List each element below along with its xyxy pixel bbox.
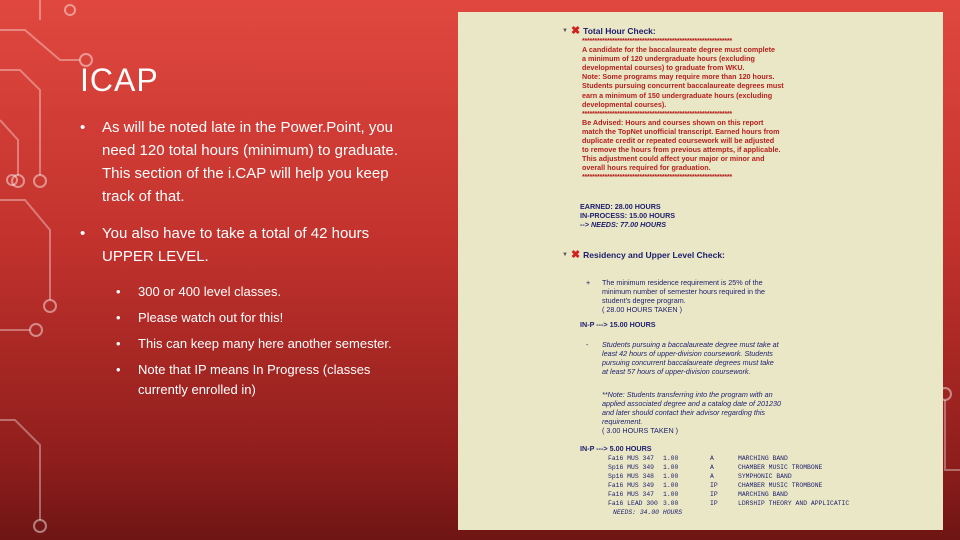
plus-marker: +: [586, 278, 591, 287]
note-line: developmental courses) to graduate from WKU.: [582, 63, 745, 73]
bullet-dot: •: [116, 284, 121, 299]
table-row: [608, 463, 863, 472]
course-title: MARCHING BAND: [738, 491, 788, 498]
course-term: Sp16 MUS 348: [608, 473, 655, 480]
course-hours: 1.00: [663, 482, 679, 489]
course-term: Fa16 LEAD 300: [608, 500, 658, 507]
total-hour-note: [582, 36, 912, 182]
bullet-dot: •: [116, 336, 121, 351]
table-row: [608, 472, 863, 481]
upper-in-progress: IN-P ---> 5.00 HOURS: [580, 444, 652, 453]
course-term: Fa16 MUS 347: [608, 491, 655, 498]
table-row: [608, 499, 863, 508]
course-grade: A: [710, 455, 714, 462]
upper-line: least 42 hours of upper-division coursework. Students: [602, 349, 773, 359]
note-line: Students pursuing concurrent baccalaureate degrees must: [582, 81, 784, 91]
bullet-dot: •: [80, 225, 86, 242]
sub-bullet-text: Note that IP means In Progress (classes currently enrolled in): [138, 362, 371, 397]
residency-check-heading: Residency and Upper Level Check:: [583, 249, 725, 260]
upper-needs-hours: NEEDS: 34.00 HOURS: [613, 509, 683, 516]
bullet-dot: •: [116, 362, 121, 377]
advise-line: to remove the hours from previous attempts, if applicable.: [582, 145, 781, 155]
triangle-down-icon[interactable]: ▼: [562, 251, 568, 258]
residence-line: student's degree program.: [602, 296, 686, 306]
transfer-line: and later should contact their advisor regarding this: [602, 408, 766, 418]
sub-bullet-text: Please watch out for this!: [138, 310, 284, 325]
residence-line: minimum number of semester hours required in the: [602, 287, 765, 297]
earned-hours: EARNED: 28.00 HOURS: [580, 202, 661, 211]
course-title: MARCHING BAND: [738, 455, 788, 462]
triangle-down-icon[interactable]: ▼: [562, 27, 568, 34]
bullet-dot: •: [116, 310, 121, 325]
minus-marker: -: [586, 340, 589, 349]
residency-check-header[interactable]: [562, 248, 725, 261]
bullet-text: As will be noted late in the Power.Point, you need 120 total hours (minimum) to graduate. This section of the i.CAP will help you keep track of that.: [102, 119, 398, 205]
advise-line: match the TopNet unofficial transcript. Earned hours from: [582, 126, 780, 136]
bullet-text: You also have to take a total of 42 hours UPPER LEVEL.: [102, 225, 370, 265]
x-mark-icon: ✖: [570, 25, 581, 37]
needs-hours: --> NEEDS: 77.00 HOURS: [580, 220, 667, 230]
sub-bullet-text: This can keep many here another semester.: [138, 336, 392, 351]
transfer-line: **Note: Students transferring into the program with an: [602, 390, 773, 399]
sub-bullet-item: [116, 308, 400, 328]
advise-line: duplicate credit or repeated coursework will be adjusted: [582, 136, 775, 146]
table-row: [608, 454, 863, 463]
stars-divider: ************************************************************: [582, 36, 732, 45]
transfer-line: requirement.: [602, 417, 643, 427]
course-hours: 1.00: [663, 491, 679, 498]
table-row: [608, 490, 863, 499]
bullet-dot: •: [80, 119, 86, 136]
course-term: Sp16 MUS 349: [608, 464, 655, 471]
stars-divider: ************************************************************: [582, 172, 732, 182]
course-title: SYMPHONIC BAND: [738, 473, 792, 480]
advise-line: Be Advised: Hours and courses shown on this report: [582, 117, 764, 127]
hour-summary: [580, 202, 675, 229]
upper-division-requirement: [602, 340, 922, 376]
table-row: [608, 481, 863, 490]
advise-line: overall hours required for graduation.: [582, 163, 711, 173]
note-line: a minimum of 120 undergraduate hours (excluding: [582, 54, 755, 64]
note-line: developmental courses).: [582, 99, 667, 109]
course-title: LDRSHIP THEORY AND APPLICATIC: [738, 500, 850, 507]
bullet-item: [80, 116, 400, 208]
bullet-list: [80, 116, 400, 406]
sub-bullet-item: [116, 360, 400, 400]
note-line: earn a minimum of 150 undergraduate hours (excluding: [582, 90, 773, 100]
icap-screenshot-panel: [458, 12, 943, 530]
sub-bullet-item: [116, 282, 400, 302]
residence-requirement: [602, 278, 922, 314]
stars-divider: ************************************************************: [582, 108, 732, 118]
course-table: [608, 454, 863, 517]
upper-line: pursuing concurrent baccalaureate degrees must take: [602, 358, 774, 368]
course-grade: IP: [710, 500, 718, 507]
note-line: Note: Some programs may require more than 120 hours.: [582, 72, 775, 82]
x-mark-icon: ✖: [570, 249, 581, 261]
advise-line: This adjustment could affect your major or minor and: [582, 154, 765, 164]
sub-bullet-text: 300 or 400 level classes.: [138, 284, 282, 299]
course-hours: 1.00: [663, 473, 679, 480]
course-grade: A: [710, 473, 714, 480]
course-hours: 1.00: [663, 464, 679, 471]
note-line: A candidate for the baccalaureate degree must complete: [582, 45, 776, 55]
course-term: Fa16 MUS 349: [608, 482, 655, 489]
course-grade: IP: [710, 491, 718, 498]
transfer-line: applied associated degree and a catalog date of 201230: [602, 399, 782, 409]
upper-taken: ( 3.00 HOURS TAKEN ): [602, 426, 679, 436]
transfer-note: [602, 390, 922, 435]
residence-in-progress: IN-P ---> 15.00 HOURS: [580, 320, 656, 329]
course-title: CHAMBER MUSIC TROMBONE: [738, 464, 823, 471]
course-grade: IP: [710, 482, 718, 489]
course-term: Fa16 MUS 347: [608, 455, 655, 462]
slide-title: ICAP: [80, 62, 159, 98]
residence-line: The minimum residence requirement is 25% of the: [602, 278, 763, 287]
residence-taken: ( 28.00 HOURS TAKEN ): [602, 305, 683, 315]
course-title: CHAMBER MUSIC TROMBONE: [738, 482, 823, 489]
course-hours: 1.00: [663, 455, 679, 462]
total-hour-check-heading: Total Hour Check:: [583, 25, 656, 36]
sub-bullet-item: [116, 334, 400, 354]
in-process-hours: IN-PROCESS: 15.00 HOURS: [580, 211, 676, 221]
bullet-item: [80, 222, 400, 268]
upper-line: at least 57 hours of upper-division coursework.: [602, 367, 751, 377]
upper-line: Students pursuing a baccalaureate degree must take at: [602, 340, 779, 349]
course-grade: A: [710, 464, 714, 471]
course-hours: 3.00: [663, 500, 679, 507]
